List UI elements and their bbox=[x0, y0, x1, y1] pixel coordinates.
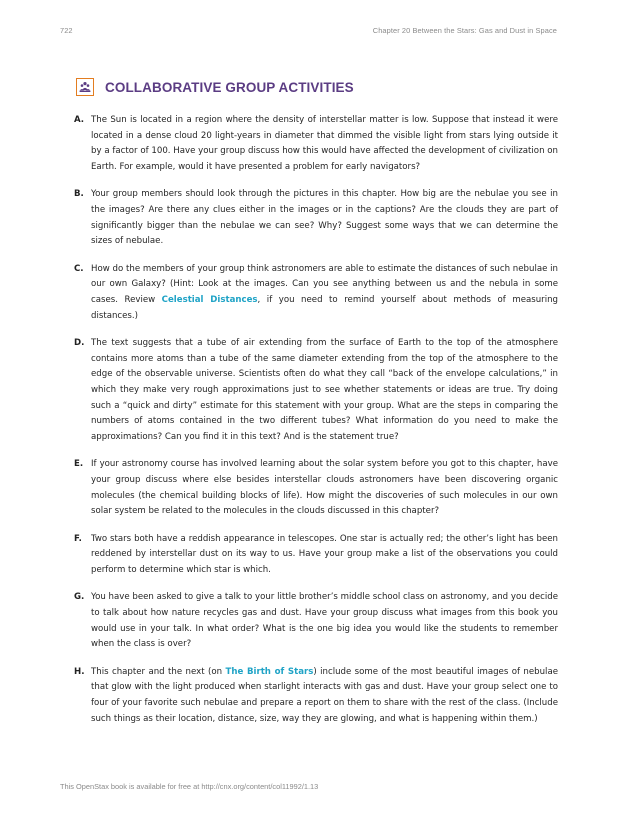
question-letter: E. bbox=[74, 459, 84, 470]
question-list bbox=[74, 113, 558, 739]
question-item bbox=[74, 590, 558, 653]
question-text: Two stars both have a reddish appearance in telescopes. One star is actually red; the other’s light has been reddened by interstellar dust on its way to us. Have your group make a list of the observations you could perform to determine which star is which. bbox=[91, 533, 558, 576]
question-letter: G. bbox=[74, 592, 85, 603]
section-heading bbox=[76, 78, 354, 96]
question-text: The text suggests that a tube of air extending from the surface of Earth to the top of the atmosphere contains more atoms than a tube of the same diameter extending from the top of the atmosphere to the edge of the observable universe. Scientists often do what they call “back of the envelope calculations,” in which they make very rough approximations just to see whether statements or ideas are true. Try doing such a “quick and dirty” estimate for this statement with your group. What are the steps in comparing the numbers of atoms contained in the two different tubes? What information do you need to make the approximations? Can you find it in this text? And is the statement true? bbox=[91, 337, 558, 443]
question-text: If your astronomy course has involved learning about the solar system before you got to this chapter, have your group discuss where else besides interstellar clouds astronomers have been discovering organic molecules (the chemical building blocks of life). How might the discoveries of such molecules in our own solar system be related to the molecules in the clouds discussed in this chapter? bbox=[91, 459, 558, 517]
question-letter: A. bbox=[74, 115, 85, 125]
question-text-after: ) include some of the most beautiful images of nebulae that glow with the light produced when starlight interacts with gas and dust. Have your group select one to four of your favorite such nebulae and prepare a report on them to share with the rest of the class. (Include such things as their location, distance, size, way they are glowing, and what is happening within them.) bbox=[91, 666, 558, 724]
question-item bbox=[74, 187, 558, 250]
page-footer: This OpenStax book is available for free at http://cnx.org/content/col11992/1.13 bbox=[60, 782, 319, 791]
question-text: Your group members should look through the pictures in this chapter. How big are the nebulae you see in the images? Are there any clues either in the images or in the captions? Are the clouds they are part of significantly bigger than the nebulae we can see? Why? Suggest some ways that we can determine the sizes of nebulae. bbox=[91, 189, 558, 247]
question-text bbox=[91, 665, 558, 728]
question-text: You have been asked to give a talk to your little brother’s middle school class on astronomy, and you decide to talk about how nature recycles gas and dust. Have your group discuss what images from this book you would use in your talk. In what order? What is the one big idea you would like the students to remember when the class is over? bbox=[91, 592, 558, 650]
question-item bbox=[74, 262, 558, 325]
question-text bbox=[91, 262, 558, 325]
section-title: COLLABORATIVE GROUP ACTIVITIES bbox=[105, 79, 354, 95]
question-letter: F. bbox=[74, 533, 82, 544]
question-text-after: , if you need to remind yourself about methods of measuring distances.) bbox=[91, 295, 559, 321]
question-item bbox=[74, 336, 558, 446]
page-number: 722 bbox=[60, 26, 73, 35]
question-item bbox=[74, 457, 558, 520]
question-item bbox=[74, 532, 558, 579]
celestial-distances-link[interactable]: Celestial Distances bbox=[161, 295, 258, 306]
question-item bbox=[74, 113, 558, 176]
question-text: The Sun is located in a region where the density of interstellar matter is low. Suppose that instead it were located in a dense cloud 20 light-years in diameter that dimmed the visible light from stars lying outside it by a factor of 100. Have your group discuss how this would have affected the development of civilization on Earth. For example, would it have presented a problem for early navigators? bbox=[91, 115, 558, 173]
question-letter: C. bbox=[74, 263, 84, 274]
running-header: Chapter 20 Between the Stars: Gas and Dust in Space bbox=[372, 26, 557, 35]
question-text-before: How do the members of your group think astronomers are able to estimate the distances of such nebulae in our own Galaxy? (Hint: Look at the images. Can you see anything between us and the nebula in some cases. Review bbox=[91, 263, 558, 306]
question-text-before: This chapter and the next (on bbox=[91, 666, 226, 677]
birth-of-stars-link[interactable]: The Birth of Stars bbox=[225, 666, 314, 677]
question-letter: H. bbox=[74, 666, 85, 677]
question-item bbox=[74, 665, 558, 728]
question-letter: D. bbox=[74, 337, 85, 348]
group-people-icon bbox=[76, 78, 94, 96]
question-letter: B. bbox=[74, 189, 84, 200]
